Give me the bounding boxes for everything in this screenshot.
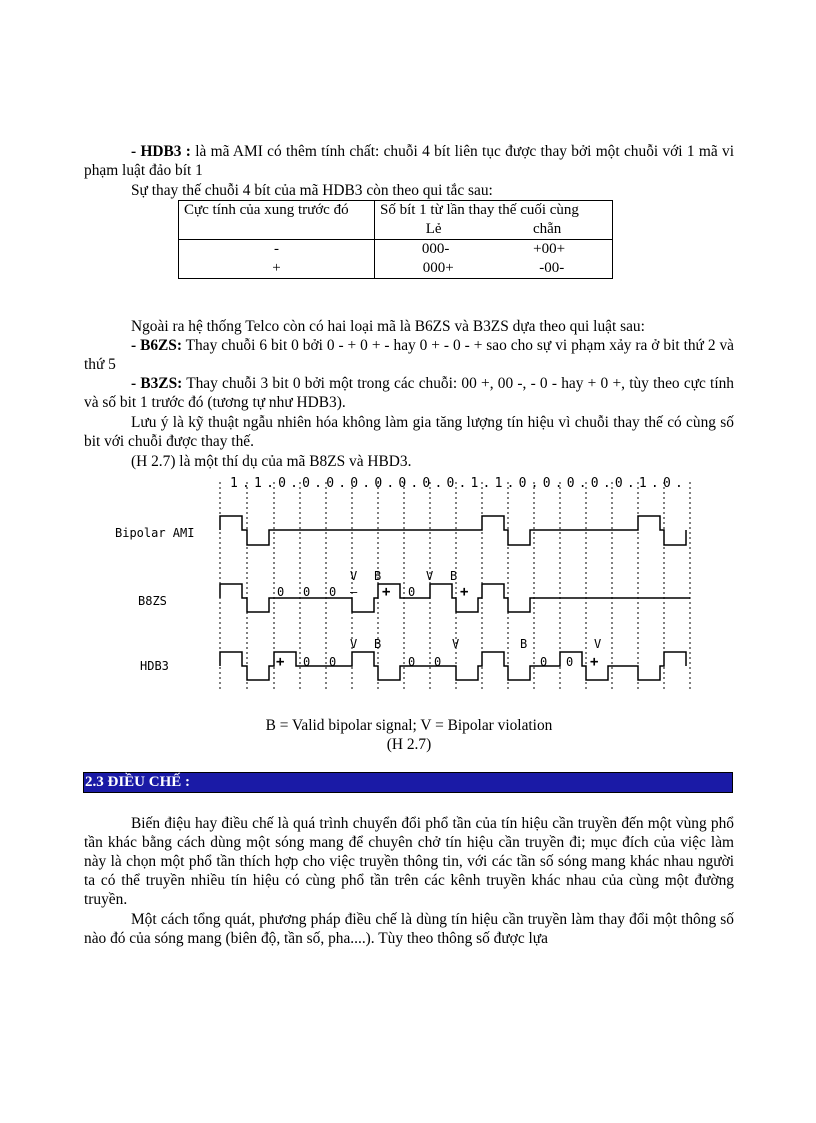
b8zs-mark: 0	[277, 585, 285, 599]
polarity-cell	[179, 240, 375, 279]
even-value: -00-	[539, 260, 565, 276]
line-code-figure	[110, 470, 706, 700]
label-b8zs: B8ZS	[138, 594, 167, 608]
hdb3-term: - HDB3 :	[131, 143, 191, 160]
bit-gridlines	[220, 482, 690, 692]
b3zs-text: Thay chuỗi 3 bit 0 bởi một trong các chuỗi: 00 +, 00 -, - 0 - hay + 0 +, tùy theo cực tính và số bit 1 trước đó (tương tự như HDB3).	[84, 375, 734, 411]
hdb3-mark: V	[594, 637, 602, 651]
b8zs-mark: B	[374, 569, 382, 583]
ami-waveform	[220, 516, 686, 545]
even-value: +00+	[533, 241, 566, 257]
b8zs-mark: +	[382, 584, 391, 600]
b8zs-mark: 0	[303, 585, 311, 599]
label-hdb3: HDB3	[140, 659, 169, 673]
polarity-value: +	[272, 260, 281, 276]
hdb3-mark: B	[374, 637, 382, 651]
table-row	[380, 240, 607, 259]
modulation-paragraph-2: Một cách tổng quát, phương pháp điều chế là dùng tín hiệu cần truyền làm thay đổi một thông số nào đó của sóng mang (biên độ, tần số, pha....). Tùy theo thông số được lựa	[84, 911, 734, 947]
label-bipolar-ami: Bipolar AMI	[115, 526, 195, 540]
bit-sequence: 1.1.0.0.0.0.0.0.0.0.1.1.0.0.0.0.0.1.0.	[230, 476, 688, 491]
hdb3-mark: 0	[566, 655, 574, 669]
hdb3-mark: V	[350, 637, 358, 651]
modulation-paragraph-1: Biến điệu hay điều chế là quá trình chuyển đổi phổ tần của tín hiệu cần truyền đến một vùng phổ tần khác bằng cách dùng một sóng mang để chuyên chở tín hiệu cần truyền đi; mục đích của việc làm này là chọn một phổ tần thích hợp cho việc truyền thông tin, với các tần số sóng mang khác nhau người ta có thể truyền nhiều tín hiệu có cùng phổ tần trên các kênh truyền khác nhau của cùng một đường truyền.	[84, 815, 734, 908]
b8zs-mark: +	[460, 584, 469, 600]
hdb3-mark: +	[276, 654, 285, 670]
figure-caption-legend: B = Valid bipolar signal; V = Bipolar violation	[265, 717, 553, 734]
b8zs-waveform	[220, 584, 690, 612]
hdb3-paragraph	[84, 142, 734, 180]
header-subcolumns	[380, 220, 607, 239]
b8zs-mark: V	[426, 569, 434, 583]
replacement-intro: Sự thay thế chuỗi 4 bít của mã HDB3 còn theo qui tắc sau:	[131, 182, 493, 199]
odd-value: 000+	[422, 260, 454, 276]
header-bit-count	[375, 201, 613, 240]
hdb3-mark: B	[520, 637, 528, 651]
figure-caption-number: (H 2.7)	[386, 736, 432, 753]
b8zs-mark: V	[350, 569, 358, 583]
b8zs-mark: 0	[408, 585, 416, 599]
hdb3-mark: V	[452, 637, 460, 651]
b8zs-mark: B	[450, 569, 458, 583]
b6zs-term: - B6ZS:	[131, 337, 182, 354]
odd-value: 000-	[421, 241, 450, 257]
subheader-even: chẵn	[532, 221, 562, 237]
section-title: 2.3 ĐIỀU CHẾ :	[85, 774, 191, 790]
polarity-value: -	[274, 241, 279, 257]
note-paragraph: Lưu ý là kỹ thuật ngẫu nhiên hóa không làm gia tăng lượng tín hiệu vì chuỗi thay thế có cùng số bit với chuỗi được thay thế.	[84, 414, 734, 450]
table-body-row	[179, 240, 613, 279]
example-paragraph: (H 2.7) là một thí dụ của mã B8ZS và HBD3.	[131, 453, 412, 470]
hdb3-mark: 0	[303, 655, 311, 669]
subheader-odd: Lẻ	[425, 221, 442, 237]
header-polarity: Cực tính của xung trước đó	[179, 201, 375, 240]
b3zs-paragraph	[84, 374, 734, 412]
b8zs-mark: 0	[329, 585, 337, 599]
b6zs-text: Thay chuỗi 6 bit 0 bởi 0 - + 0 + - hay 0 + - 0 - + sao cho sự vi phạm xảy ra ở bit thứ 2 và thứ 5	[84, 337, 734, 373]
table-header-row	[179, 201, 613, 240]
b6zs-paragraph	[84, 336, 734, 374]
hdb3-text: là mã AMI có thêm tính chất: chuỗi 4 bít liên tục được thay bởi một chuỗi với 1 mã vi phạm luật đảo bít 1	[84, 143, 734, 179]
b8zs-mark: —	[350, 585, 358, 599]
hdb3-mark: 0	[540, 655, 548, 669]
section-heading-bar	[83, 772, 733, 793]
hdb3-waveform	[220, 652, 686, 680]
hdb3-mark: 0	[408, 655, 416, 669]
b3zs-term: - B3ZS:	[131, 375, 183, 392]
hdb3-rules-table	[178, 200, 613, 279]
hdb3-mark: +	[590, 654, 599, 670]
table-row	[380, 259, 607, 278]
replacement-cell	[375, 240, 613, 279]
hdb3-mark: 0	[329, 655, 337, 669]
telco-paragraph: Ngoài ra hệ thống Telco còn có hai loại mã là B6ZS và B3ZS dựa theo qui luật sau:	[131, 318, 645, 335]
header-bit-count-label: Số bít 1 từ lần thay thế cuối cùng	[380, 202, 579, 218]
hdb3-mark: 0	[434, 655, 442, 669]
